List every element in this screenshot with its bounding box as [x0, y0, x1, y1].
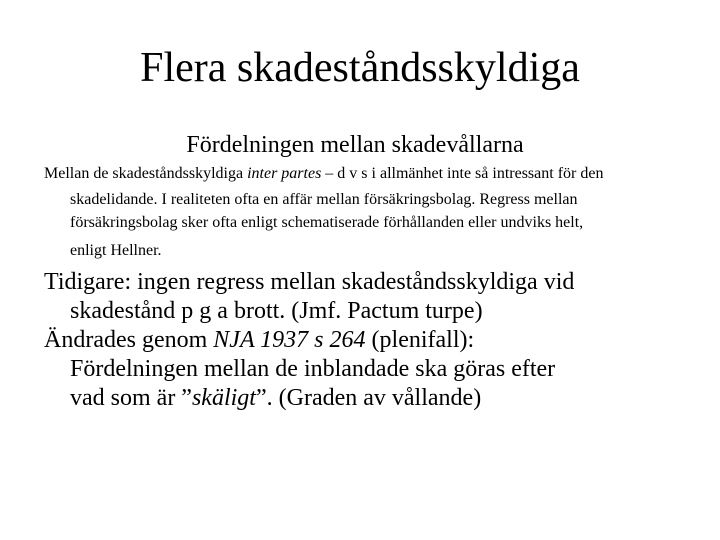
history-item-1-line-1: Tidigare: ingen regress mellan skadeståndsskyldiga vid: [44, 269, 575, 295]
history-item-2-line-3-text: vad som är ”: [70, 385, 192, 411]
history-paragraphs: [44, 268, 704, 413]
intro-line-4: enligt Hellner.: [70, 242, 162, 259]
slide-title: Flera skadeståndsskyldiga: [140, 45, 580, 91]
intro-paragraph: [44, 162, 684, 263]
history-item-2-text: Ändrades genom: [44, 327, 214, 353]
intro-line-2: skadelidande. I realiteten ofta en affär mellan försäkringsbolag. Regress mellan: [70, 191, 578, 208]
history-item-2-line-3-rest: ”. (Graden av vållande): [255, 385, 482, 411]
history-item-2-rest: (plenifall):: [365, 327, 475, 353]
case-reference: NJA 1937 s 264: [213, 327, 366, 353]
history-item-1-line-2: skadestånd p g a brott. (Jmf. Pactum turpe): [70, 298, 483, 324]
history-item-2-line-3: [44, 384, 704, 413]
intro-line-3: försäkringsbolag sker ofta enligt schematiserade förhållanden eller undviks helt,: [70, 214, 584, 231]
history-item-2-line-2: Fördelningen mellan de inblandade ska göras efter: [70, 356, 556, 382]
history-item-2-line-1: [44, 326, 704, 355]
section-subheading: Fördelningen mellan skadevållarna: [186, 132, 524, 158]
skaligt-term: skäligt: [191, 385, 256, 411]
intro-line-1: [44, 162, 684, 186]
inter-partes-term: inter partes: [247, 165, 322, 182]
intro-line-1-text: Mellan de skadeståndsskyldiga: [44, 165, 248, 182]
intro-line-1-rest: – d v s i allmänhet inte så intressant för den: [321, 165, 604, 182]
